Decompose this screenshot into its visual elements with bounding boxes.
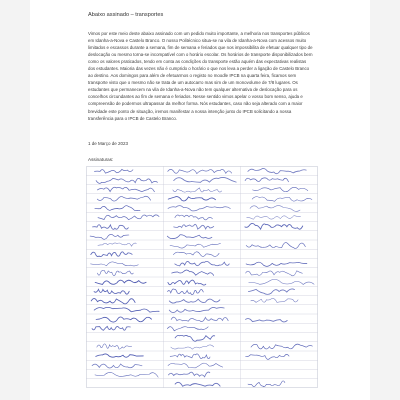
handwritten-signature [168, 289, 204, 295]
handwritten-signature [247, 216, 301, 220]
handwritten-signature [94, 307, 159, 312]
handwritten-signature [248, 381, 285, 387]
handwritten-signature [251, 344, 312, 349]
handwritten-signature [170, 243, 221, 248]
handwritten-signature [97, 196, 150, 201]
handwritten-signature [91, 252, 132, 257]
handwritten-signature [250, 206, 300, 212]
handwritten-signature [246, 271, 303, 276]
handwritten-signature [248, 289, 294, 294]
handwritten-signature [175, 382, 220, 386]
handwritten-signature [252, 197, 312, 202]
handwritten-signature [168, 197, 215, 201]
handwritten-signature [168, 280, 206, 285]
handwritten-signature [249, 279, 314, 284]
handwritten-signature [246, 354, 289, 359]
handwritten-signature [167, 327, 208, 331]
handwritten-signature [96, 354, 144, 357]
handwritten-signature [172, 270, 214, 275]
handwritten-signature [95, 280, 146, 284]
handwritten-signature [245, 178, 288, 182]
handwritten-signature [96, 317, 151, 322]
handwritten-signature [245, 223, 303, 229]
handwritten-signature [92, 364, 142, 368]
handwritten-signature [167, 235, 212, 239]
handwritten-signature [94, 289, 129, 294]
signatures-label: Assinaturas: [88, 157, 114, 162]
handwritten-signature [91, 299, 135, 304]
handwritten-signature [253, 187, 308, 191]
petition-body: Vimos por este meio deste abaixo assinado com um pedido muito importante, a melhoria nos transportes públicos em Idanha-a-Nova e Castelo Branco. O nosso Politécnico situa-se na vila de Idanha-a-Nova com acessos muito limitados e escassos durante a semana, fim de semana e feriados que nos impossibilita de efetuar qualquer tipo de deslocação ou mesmo torna-se incompatível com o horário escolar. Os horários de transporte disponibilizados bem como os valores praticados, tendo em conta as condições do transporte estão aquém das expectativas realistas dos estudantes. Maioria das vezes não é cumprido o horário o que nos leva a perder a ligação de Castelo Branco ao destino. Aos domingos para além de efetuarmos o registo no moodle IPCB na quarta feira, ficamos sem transporte visto que o mesmo não se trata de um autocarro mas sim de um monovolume de 7/8 lugares. Os estudantes que permanecem na vila de Idanha-a-Nova não tem qualquer alternativa de deslocação para os concelhos circundantes ao fim de semana e feriados. Nesse sentido vimos apelar o vosso bom senso, ajuda e compreensão de podermos ultrapassar da melhor forma. Nós estudantes, caso não seja alterado com a maior brevidade este ponto de situação, iremos manifestar a nossa intenção junto do IPCB solicitando a nossa transferência para o IPCB de Castelo Branco. [88, 31, 313, 121]
handwritten-signature [169, 372, 210, 377]
handwritten-signature [98, 270, 134, 275]
handwritten-signature [96, 178, 157, 183]
handwritten-signature [92, 326, 130, 330]
handwritten-signature [246, 243, 305, 249]
handwritten-signature [173, 188, 222, 192]
handwritten-signature [169, 307, 224, 312]
handwritten-signature [171, 345, 214, 349]
document-page [30, 0, 370, 400]
handwritten-signature [170, 354, 210, 359]
handwritten-signature [90, 234, 129, 239]
handwritten-signature [251, 298, 298, 302]
handwritten-signature [97, 344, 132, 349]
handwritten-signature [248, 168, 306, 173]
handwritten-signature [95, 372, 158, 377]
handwritten-signature [174, 177, 237, 182]
document-date: 1 de Março de 2023 [88, 141, 129, 146]
handwritten-signature [168, 169, 232, 173]
handwritten-signature [175, 215, 213, 220]
handwritten-signature [95, 206, 140, 211]
handwritten-signature [168, 206, 230, 211]
handwritten-signature [91, 262, 139, 266]
handwritten-signature [175, 261, 230, 266]
handwritten-signature [174, 224, 214, 229]
handwritten-signature [95, 169, 133, 173]
handwritten-signature [168, 363, 223, 368]
handwritten-signature [98, 243, 136, 246]
handwritten-signature [246, 262, 307, 266]
handwritten-signature [173, 252, 219, 257]
document-title: Abaixo assinado – transportes [88, 12, 164, 18]
handwritten-signature [93, 225, 129, 230]
handwritten-signature [97, 187, 154, 191]
handwritten-signature [246, 319, 288, 322]
handwritten-signature [98, 215, 159, 220]
handwritten-signatures [86, 166, 318, 388]
handwritten-signature [171, 317, 228, 321]
handwritten-signature [175, 335, 215, 341]
handwritten-signature [169, 299, 220, 303]
signatures-sheet [86, 166, 318, 388]
